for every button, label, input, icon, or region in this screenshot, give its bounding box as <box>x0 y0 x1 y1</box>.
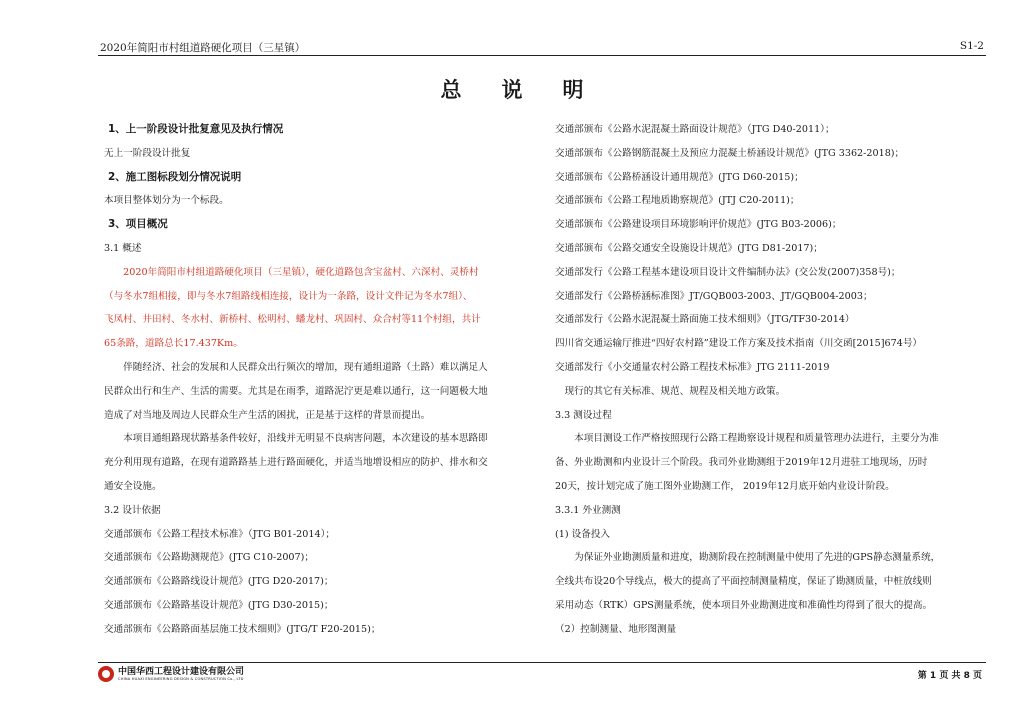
paragraph-line: 民群众出行和生产、生活的需要。尤其是在雨季，道路泥泞更是难以通行，这一问题极大地 <box>104 385 488 397</box>
paragraph-line: 造成了对当地及周边人民群众生产生活的困扰，正是基于这样的背景而提出。 <box>104 409 431 421</box>
paragraph-line: 伴随经济、社会的发展和人民群众出行频次的增加，现有通组道路（土路）难以满足人 <box>104 361 488 373</box>
paragraph-line: 充分利用现有道路，在现有道路路基上进行路面硬化，并适当地增设相应的防护、排水和交 <box>104 457 488 469</box>
paragraph-line: 交通部颁布《公路路基设计规范》(JTG D30-2015)； <box>104 599 334 611</box>
paragraph-line: 交通部颁布《公路勘测规范》(JTG C10-2007)； <box>104 552 314 564</box>
paragraph-line: 现行的其它有关标准、规范、规程及相关地方政策。 <box>555 385 786 397</box>
paragraph-line: 3.3.1 外业测测 <box>555 504 621 516</box>
paragraph-line: 交通部颁布《公路建设项目环境影响评价规范》(JTG B03-2006)； <box>555 219 842 231</box>
company-name-en: CHINA HUAXI ENGINEERING DESIGN & CONSTRUCTION Co., LTD <box>118 676 244 681</box>
paragraph-line: （2）控制测量、地形图测量 <box>555 623 677 635</box>
paragraph-line: 交通部颁布《公路桥涵设计通用规范》(JTG D60-2015)； <box>555 171 804 183</box>
footer-divider <box>98 662 986 663</box>
paragraph-line: (1) 设备投入 <box>555 528 611 540</box>
paragraph-line: 为保证外业勘测质量和进度，勘测阶段在控制测量中使用了先进的GPS静态测量系统， <box>555 552 941 564</box>
paragraph-line: 交通部颁布《公路水泥混凝土路面设计规范》（JTG D40-2011）； <box>555 124 835 135</box>
paragraph-line: 20天，按计划完成了施工图外业勘测工作， 2019年12月底开始内业设计阶段。 <box>555 480 895 492</box>
paragraph-line: 交通部发行《公路桥涵标准图》JT/GQB003-2003、JT/GQB004-2003； <box>555 290 873 302</box>
paragraph-line: 交通部颁布《公路路线设计规范》(JTG D20-2017)； <box>104 576 334 588</box>
paragraph-line: 交通部发行《公路水泥混凝土路面施工技术细则》（JTG/TF30-2014） <box>555 314 855 326</box>
paragraph-line: （与冬水7组相接，即与冬水7组路线相连接，设计为一条路，设计文件记为冬水7组）、 <box>104 290 473 302</box>
paragraph-line: 本项目整体划分为一个标段。 <box>104 195 229 207</box>
paragraph-line: 3.2 设计依据 <box>104 504 161 516</box>
paragraph-line: 全线共布设20个导线点，极大的提高了平面控制测量精度，保证了勘测质量，中桩放线则 <box>555 576 932 588</box>
paragraph-line: 交通部颁布《公路工程技术标准》（JTG B01-2014）； <box>104 528 335 540</box>
paragraph-line: 交通部发行《小交通量农村公路工程技术标准》JTG 2111-2019 <box>555 361 830 373</box>
paragraph-line: 无上一阶段设计批复 <box>104 147 191 159</box>
paragraph-line: 2020年简阳市村组道路硬化项目（三星镇），硬化道路包含宝盆村、六深村、灵桥村 <box>104 266 479 278</box>
paragraph-line: 交通部颁布《公路工程地质勘察规范》(JTJ C20-2011)； <box>555 195 800 207</box>
paragraph-line: 本项目测设工作严格按照现行公路工程勘察设计规程和质量管理办法进行，主要分为准 <box>555 433 939 445</box>
section-heading: 2、施工图标段划分情况说明 <box>108 170 242 183</box>
sheet-code: S1-2 <box>959 40 984 52</box>
document-title: 总说明 <box>440 78 624 102</box>
paragraph-line: 飞凤村、井田村、冬水村、新桥村、松明村、蟠龙村、巩固村、众合村等11个村组，共计 <box>104 314 481 326</box>
page-header <box>100 40 984 54</box>
paragraph-line: 本项目通组路现状路基条件较好，沿线并无明显不良病害问题，本次建设的基本思路即 <box>104 433 488 445</box>
paragraph-line: 交通部发行《公路工程基本建设项目设计文件编制办法》(交公发(2007)358号)； <box>555 266 901 278</box>
paragraph-line: 交通部颁布《公路路面基层施工技术细则》(JTG/T F20-2015)； <box>104 623 381 635</box>
paragraph-line: 65条路，道路总长17.437Km。 <box>104 338 243 350</box>
page-number: 第 1 页 共 8 页 <box>917 671 982 681</box>
right-column <box>555 118 985 642</box>
paragraph-line: 采用动态（RTK）GPS测量系统，使本项目外业勘测进度和准确性均得到了很大的提高。 <box>555 599 933 611</box>
paragraph-line: 3.3 测设过程 <box>555 409 612 421</box>
left-column <box>104 118 496 642</box>
paragraph-line: 3.1 概述 <box>104 242 142 254</box>
company-logo-icon <box>98 666 114 682</box>
paragraph-line: 交通部颁布《公路交通安全设施设计规范》(JTG D81-2017)； <box>555 242 823 254</box>
header-divider <box>98 55 986 56</box>
paragraph-line: 备、外业勘测和内业设计三个阶段。我司外业勘测组于2019年12月进驻工地现场，历时 <box>555 457 928 469</box>
paragraph-line: 四川省交通运输厅推进“四好农村路”建设工作方案及技术指南（川交函[2015]674号） <box>555 338 923 350</box>
company-logo <box>98 666 244 682</box>
section-heading: 3、项目概况 <box>108 218 168 231</box>
project-title: 2020年简阳市村组道路硬化项目（三星镇） <box>100 42 306 54</box>
section-heading: 1、上一阶段设计批复意见及执行情况 <box>108 123 284 135</box>
paragraph-line: 通安全设施。 <box>104 480 162 492</box>
paragraph-line: 交通部颁布《公路钢筋混凝土及预应力混凝土桥涵设计规范》(JTG 3362-2018)； <box>555 147 905 159</box>
company-name-cn: 中国华西工程设计建设有限公司 <box>118 666 245 677</box>
